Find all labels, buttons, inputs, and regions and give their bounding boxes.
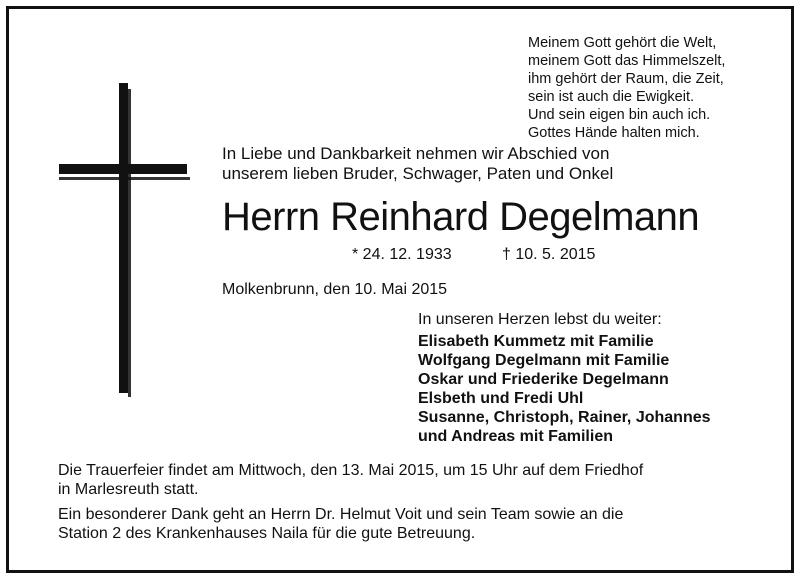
funeral-line: in Marlesreuth statt. — [58, 481, 199, 498]
poem-line: sein ist auch die Ewigkeit. — [528, 89, 695, 105]
intro-line: In Liebe und Dankbarkeit nehmen wir Abschied von — [222, 144, 610, 163]
mourner-line: Elsbeth und Fredi Uhl — [418, 390, 584, 407]
thanks-info — [58, 505, 623, 543]
place-date: Molkenbrunn, den 10. Mai 2015 — [222, 281, 448, 298]
mourner-line: Wolfgang Degelmann mit Familie — [418, 352, 670, 369]
poem-line: Gottes Hände halten mich. — [528, 125, 700, 141]
cross-vertical-shadow — [128, 89, 131, 397]
mourners-list — [418, 332, 711, 446]
funeral-info — [58, 461, 643, 499]
poem-line: meinem Gott das Himmelszelt, — [528, 53, 726, 69]
poem-line: Meinem Gott gehört die Welt, — [528, 35, 717, 51]
poem-line: Und sein eigen bin auch ich. — [528, 107, 711, 123]
mourner-line: Susanne, Christoph, Rainer, Johannes — [418, 409, 711, 426]
mourner-line: Oskar und Friederike Degelmann — [418, 371, 669, 388]
mourner-line: und Andreas mit Familien — [418, 428, 613, 445]
mourner-line: Elisabeth Kummetz mit Familie — [418, 333, 654, 350]
birth-date: * 24. 12. 1933 — [352, 246, 452, 263]
poem — [528, 34, 778, 142]
deceased-name: Herrn Reinhard Degelmann — [222, 195, 700, 239]
mourners-intro: In unseren Herzen lebst du weiter: — [418, 311, 662, 328]
funeral-line: Die Trauerfeier findet am Mittwoch, den 13. Mai 2015, um 15 Uhr auf dem Friedhof — [58, 462, 644, 479]
cross-vertical-bar — [119, 83, 128, 393]
death-date: † 10. 5. 2015 — [502, 246, 596, 263]
poem-line: ihm gehört der Raum, die Zeit, — [528, 71, 724, 87]
intro-line: unserem lieben Bruder, Schwager, Paten und Onkel — [222, 164, 614, 183]
intro-text — [222, 144, 613, 184]
thanks-line: Ein besonderer Dank geht an Herrn Dr. Helmut Voit und sein Team sowie an die — [58, 506, 624, 523]
thanks-line: Station 2 des Krankenhauses Naila für die gute Betreuung. — [58, 525, 476, 542]
cross-horizontal-bar — [59, 164, 187, 174]
